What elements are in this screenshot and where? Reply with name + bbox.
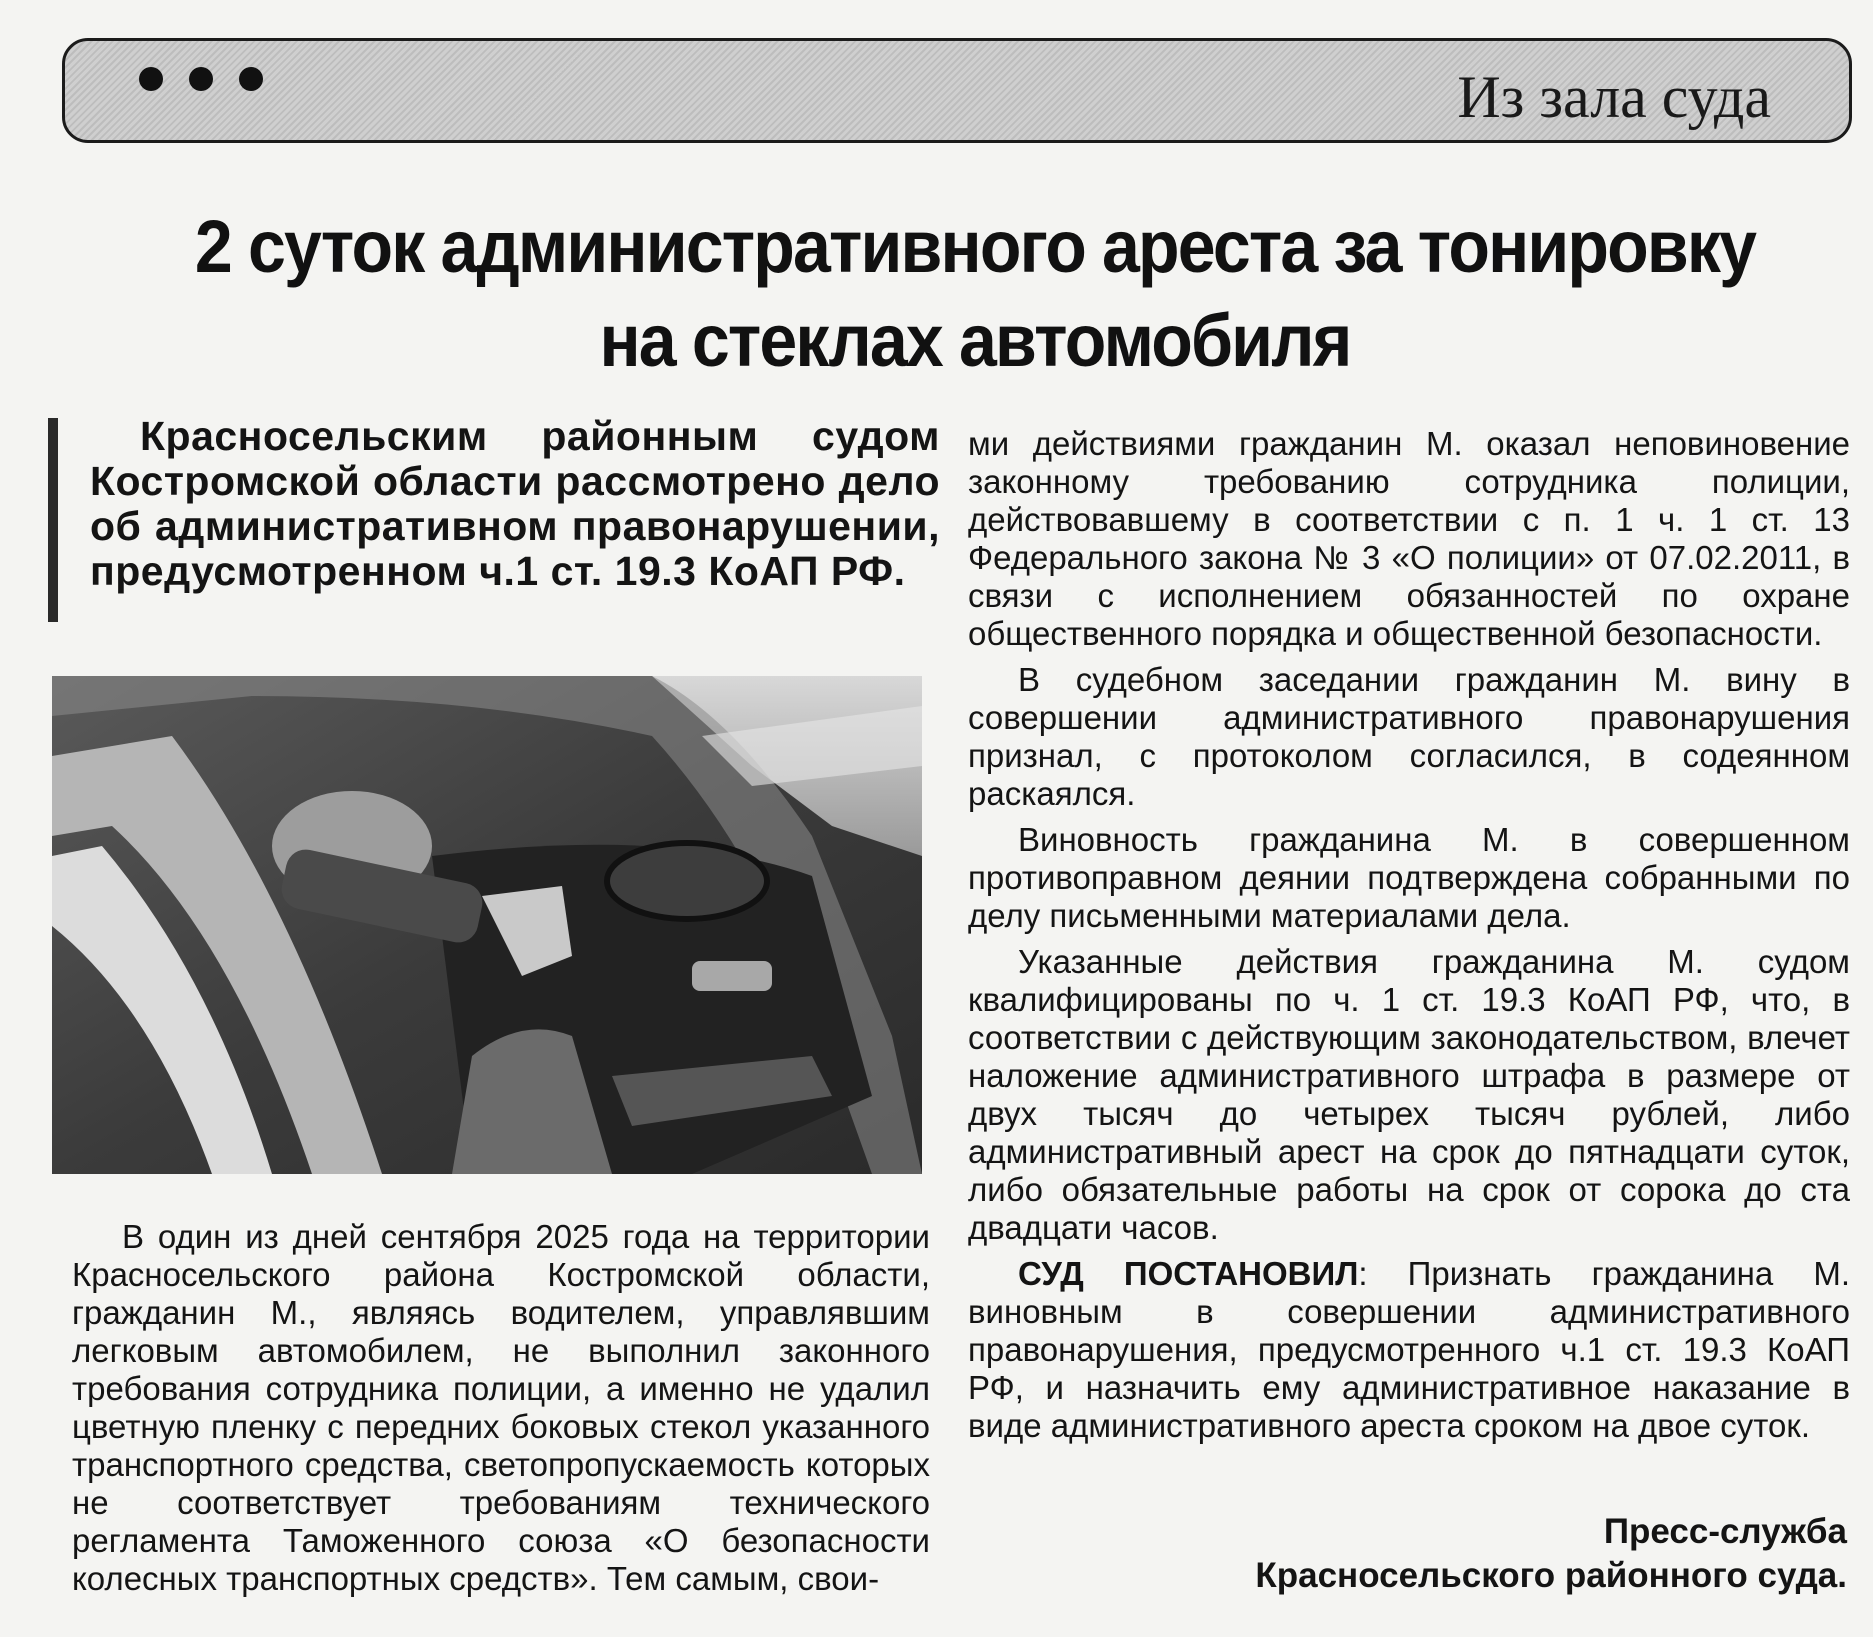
- article-left-column: [72, 1218, 930, 1598]
- rubric-dots: [139, 67, 263, 91]
- verdict-paragraph: [968, 1255, 1850, 1445]
- dot-icon: [189, 67, 213, 91]
- paragraph-1: В один из дней сентября 2025 года на территории Красносельского района Костромской области, гражданин М., являясь водителем, управлявшим легковым автомобилем, не выполнил законного требования сотрудника полиции, а именно не удалил цветную пленку с передних боковых стекол указанного транспортного средства, светопропускаемость которых не соответствует требованиям технического регламента Таможенного союза «О безопасности колесных транспортных средств». Тем самым, свои-: [72, 1218, 930, 1597]
- signature-line-2: Красносельского районного суда.: [1255, 1556, 1847, 1595]
- rubric-bar: [62, 38, 1852, 143]
- dot-icon: [139, 67, 163, 91]
- paragraph-4: Указанные действия гражданина М. судом квалифицированы по ч. 1 ст. 19.3 КоАП РФ, что, в соответствии с действующим законодательством, влечет наложение административного штрафа в размере от двух тысяч до четырех тысяч рублей, либо административный арест на срок до пятнадцати суток, либо обязательные работы на срок от сорока до ста двадцати часов.: [968, 943, 1850, 1246]
- headline-line-2: на стеклах автомобиля: [599, 299, 1351, 382]
- paragraph-3: Виновность гражданина М. в совершенном противоправном деянии подтверждена собранными по делу письменными материалами дела.: [968, 821, 1850, 934]
- paragraph-2: В судебном заседании гражданин М. вину в совершении административного правонарушения признал, с протоколом согласился, в содеянном раскаялся.: [968, 661, 1850, 812]
- lead-accent-bar: [48, 418, 58, 622]
- article-right-column: [968, 425, 1850, 1445]
- signature-line-1: Пресс-служба: [1603, 1512, 1847, 1551]
- dot-icon: [239, 67, 263, 91]
- article-headline: [161, 200, 1789, 388]
- verdict-text: : Признать гражданина М. виновным в совершении административного правонарушения, предусмотренного ч.1 ст. 19.3 КоАП РФ, и назначить ему административное наказание в виде административного ареста сроком на двое суток.: [968, 1255, 1850, 1444]
- car-interior-photo: [52, 676, 922, 1174]
- paragraph-1-continued: ми действиями гражданин М. оказал неповиновение законному требованию сотрудника полиции, действовавшему в соответствии с п. 1 ч. 1 ст. 13 Федерального закона № 3 «О полиции» от 07.02.2011, в связи с исполнением обязанностей по охране общественного порядка и общественной безопасности.: [968, 425, 1850, 652]
- headline-line-1: 2 суток административного ареста за тонировку: [194, 205, 1756, 288]
- press-service-signature: [1255, 1510, 1847, 1598]
- rubric-title: Из зала суда: [1457, 64, 1771, 130]
- article-lead: Красносельским районным судом Костромской области рассмотрено дело об административном правонарушении, предусмотренном ч.1 ст. 19.3 КоАП РФ.: [90, 413, 940, 594]
- verdict-label: СУД ПОСТАНОВИЛ: [1018, 1255, 1359, 1292]
